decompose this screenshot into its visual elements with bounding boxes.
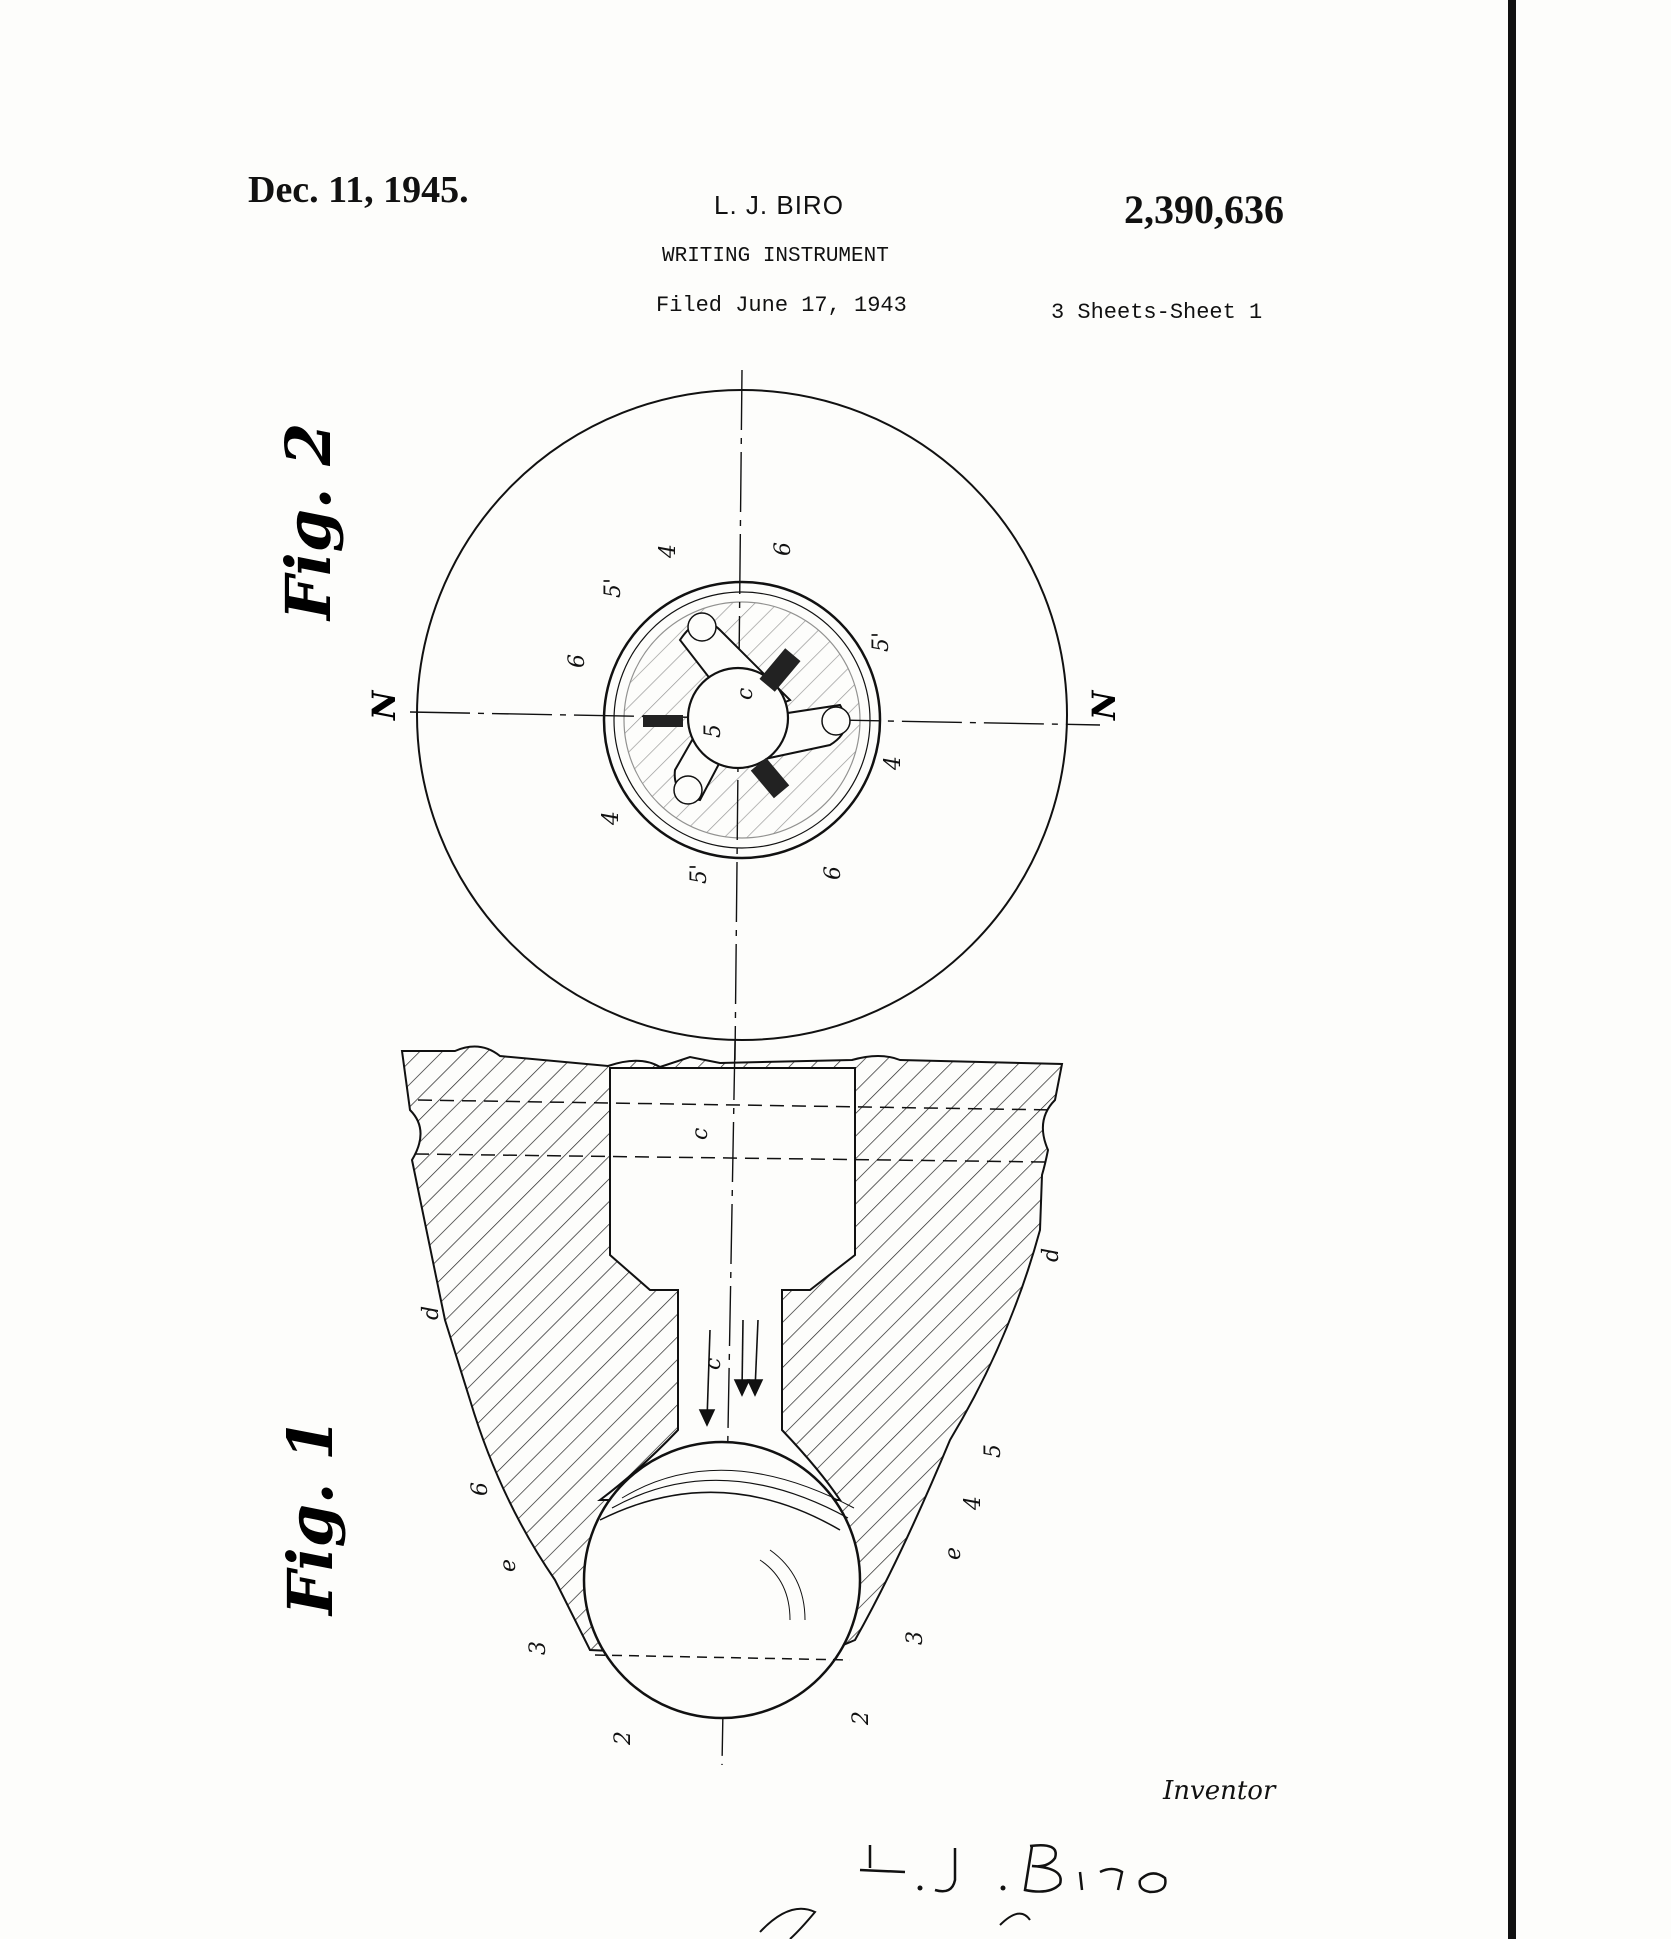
ref-label: 6 [771,542,796,556]
inventor-label: Inventor [1163,1776,1276,1806]
ref-label: 6 [821,866,846,880]
sheet-count: 3 Sheets-Sheet 1 [1051,300,1263,325]
patent-number: 2,390,636 [1124,187,1284,232]
fig2-duct-right [822,707,850,735]
ref-label: 4 [961,1496,986,1510]
ref-label: e [496,1558,521,1572]
patent-title: WRITING INSTRUMENT [662,245,889,268]
ref-label: c [733,687,758,700]
ref-label: 5' [869,631,894,652]
fig2-duct-bottom [674,776,702,804]
ref-label: e [941,1546,966,1560]
section-marker-right: N [1085,690,1123,720]
ref-label: 3 [903,1631,928,1645]
ref-label: 2 [611,1731,636,1745]
ref-label: 4 [599,811,624,825]
ref-label: 5' [601,577,626,598]
ref-label: 5 [701,724,726,738]
ref-label: 5 [981,1444,1006,1458]
fig1-ball [584,1442,860,1718]
figure-1 [402,1040,1062,1765]
ref-label: 5' [687,863,712,884]
inventor-signature [760,1845,1165,1939]
figure-2 [410,370,1100,1060]
ref-label: 6 [468,1482,493,1496]
ref-label: 2 [849,1711,874,1725]
ref-label: c [701,1357,726,1370]
fig2-label: Fig. 2 [272,422,345,620]
section-marker-left: N [365,690,403,720]
ref-label: 4 [881,756,906,770]
fig2-duct-top [688,613,716,641]
inventor-name: L. J. BIRO [714,190,844,220]
ref-label: 4 [656,544,681,558]
fig1-label: Fig. 1 [274,1417,347,1615]
ref-label: 6 [565,654,590,668]
ref-label: d [419,1305,444,1320]
filing-date: Filed June 17, 1943 [656,293,907,318]
ref-label: c [688,1127,713,1140]
ref-label: 3 [526,1641,551,1655]
ref-label: d [1039,1247,1064,1262]
patent-date: Dec. 11, 1945. [248,169,469,211]
